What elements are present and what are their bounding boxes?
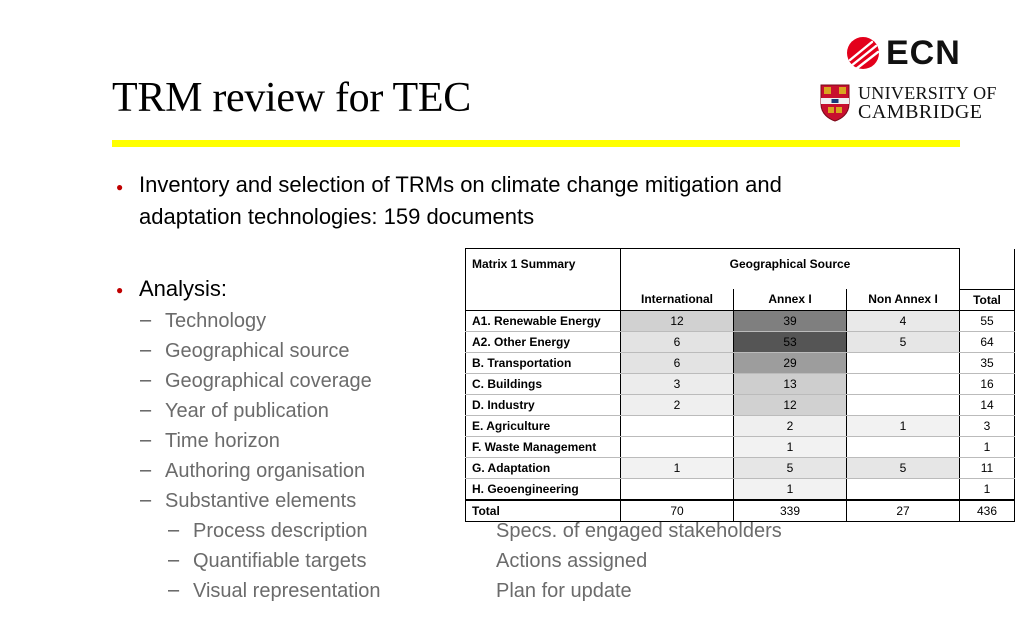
table-cell: 13 bbox=[734, 373, 847, 394]
header-blank bbox=[466, 289, 621, 310]
row-total-cell: 16 bbox=[960, 373, 1015, 394]
table-cell: 53 bbox=[734, 331, 847, 352]
subsub-bullet-dash: – bbox=[168, 579, 180, 601]
table-cell: 39 bbox=[734, 310, 847, 331]
group-header: Geographical Source bbox=[621, 249, 960, 290]
sub-bullet-authoring: Authoring organisation bbox=[165, 460, 366, 482]
header-spacer bbox=[960, 249, 1015, 290]
row-total-cell: 55 bbox=[960, 310, 1015, 331]
slide-title: TRM review for TEC bbox=[112, 75, 471, 121]
subsub-bullet-update: Plan for update bbox=[496, 580, 632, 602]
table-cell: 2 bbox=[734, 415, 847, 436]
table-row bbox=[466, 394, 1015, 415]
column-header: International bbox=[621, 289, 734, 310]
table-row bbox=[466, 436, 1015, 457]
total-label: Total bbox=[466, 500, 621, 522]
row-total-cell: 1 bbox=[960, 436, 1015, 457]
sub-bullet-dash: – bbox=[140, 399, 152, 421]
row-total-cell: 1 bbox=[960, 478, 1015, 500]
column-header: Annex I bbox=[734, 289, 847, 310]
cambridge-shield-icon bbox=[820, 84, 850, 122]
sub-bullet-dash: – bbox=[140, 459, 152, 481]
table-title: Matrix 1 Summary bbox=[466, 249, 621, 290]
table-cell: 12 bbox=[734, 394, 847, 415]
subsub-bullet-targets: Quantifiable targets bbox=[193, 550, 367, 572]
table-cell: 1 bbox=[734, 478, 847, 500]
subsub-bullet-actions: Actions assigned bbox=[496, 550, 648, 572]
cambridge-logo bbox=[820, 84, 1000, 128]
bullet-text-inventory-line1: Inventory and selection of TRMs on climate change mitigation and bbox=[139, 172, 782, 197]
ecn-logo bbox=[846, 36, 966, 76]
table-cell: 2 bbox=[621, 394, 734, 415]
ecn-flame-icon bbox=[846, 36, 880, 70]
table-row bbox=[466, 310, 1015, 331]
table-row bbox=[466, 415, 1015, 436]
table-row bbox=[466, 478, 1015, 500]
table-cell: 5 bbox=[734, 457, 847, 478]
sub-bullet-dash: – bbox=[140, 339, 152, 361]
matrix-summary-table bbox=[465, 248, 1015, 522]
table-cell: 6 bbox=[621, 331, 734, 352]
subsub-bullet-dash: – bbox=[168, 549, 180, 571]
table-cell bbox=[621, 415, 734, 436]
table-cell bbox=[847, 373, 960, 394]
subsub-bullet-process: Process description bbox=[193, 520, 368, 542]
table-cell bbox=[621, 478, 734, 500]
table-cell: 5 bbox=[847, 331, 960, 352]
table-cell: 1 bbox=[847, 415, 960, 436]
table-cell: 1 bbox=[621, 457, 734, 478]
subsub-bullet-dash: – bbox=[168, 519, 180, 541]
table-cell bbox=[847, 436, 960, 457]
title-underline bbox=[112, 140, 960, 147]
sub-bullet-time-horizon: Time horizon bbox=[165, 430, 280, 452]
table-row bbox=[466, 331, 1015, 352]
sub-bullet-substantive: Substantive elements bbox=[165, 490, 357, 512]
row-total-cell: 3 bbox=[960, 415, 1015, 436]
table-cell bbox=[847, 478, 960, 500]
subsub-bullet-visual: Visual representation bbox=[193, 580, 381, 602]
sub-bullet-dash: – bbox=[140, 309, 152, 331]
table-cell bbox=[847, 394, 960, 415]
sub-bullet-geo-source: Geographical source bbox=[165, 340, 350, 362]
sub-bullet-dash: – bbox=[140, 489, 152, 511]
row-total-cell: 11 bbox=[960, 457, 1015, 478]
row-label: B. Transportation bbox=[466, 352, 621, 373]
row-label: C. Buildings bbox=[466, 373, 621, 394]
row-total-cell: 64 bbox=[960, 331, 1015, 352]
column-header: Non Annex I bbox=[847, 289, 960, 310]
row-total-cell: 35 bbox=[960, 352, 1015, 373]
row-label: A1. Renewable Energy bbox=[466, 310, 621, 331]
grand-total-cell: 436 bbox=[960, 500, 1015, 522]
row-label: F. Waste Management bbox=[466, 436, 621, 457]
table-cell bbox=[847, 352, 960, 373]
table-cell: 3 bbox=[621, 373, 734, 394]
table-cell bbox=[621, 436, 734, 457]
sub-bullet-technology: Technology bbox=[165, 310, 267, 332]
row-label: D. Industry bbox=[466, 394, 621, 415]
row-label: A2. Other Energy bbox=[466, 331, 621, 352]
subsub-bullet-stakeholders: Specs. of engaged stakeholders bbox=[496, 520, 782, 542]
table-cell: 1 bbox=[734, 436, 847, 457]
cambridge-logo-line2: CAMBRIDGE bbox=[858, 101, 983, 123]
sub-bullet-year: Year of publication bbox=[165, 400, 329, 422]
table-row bbox=[466, 457, 1015, 478]
table-cell: 5 bbox=[847, 457, 960, 478]
bullet-dot: ● bbox=[116, 283, 124, 297]
table-cell: 4 bbox=[847, 310, 960, 331]
row-label: G. Adaptation bbox=[466, 457, 621, 478]
column-header: Total bbox=[960, 289, 1015, 310]
row-total-cell: 14 bbox=[960, 394, 1015, 415]
table-row bbox=[466, 373, 1015, 394]
table-cell: 29 bbox=[734, 352, 847, 373]
ecn-logo-text: ECN bbox=[886, 34, 961, 72]
row-label: E. Agriculture bbox=[466, 415, 621, 436]
table-row bbox=[466, 352, 1015, 373]
total-cell: 27 bbox=[847, 500, 960, 522]
total-row bbox=[466, 500, 1015, 522]
sub-bullet-dash: – bbox=[140, 429, 152, 451]
total-cell: 70 bbox=[621, 500, 734, 522]
table-cell: 6 bbox=[621, 352, 734, 373]
bullet-text-inventory-line2: adaptation technologies: 159 documents bbox=[139, 204, 535, 229]
row-label: H. Geoengineering bbox=[466, 478, 621, 500]
cambridge-logo-line1: UNIVERSITY OF bbox=[858, 83, 997, 103]
sub-bullet-geo-coverage: Geographical coverage bbox=[165, 370, 372, 392]
sub-bullet-dash: – bbox=[140, 369, 152, 391]
bullet-dot: ● bbox=[116, 180, 124, 194]
total-cell: 339 bbox=[734, 500, 847, 522]
bullet-text-analysis: Analysis: bbox=[139, 276, 228, 301]
table-cell: 12 bbox=[621, 310, 734, 331]
